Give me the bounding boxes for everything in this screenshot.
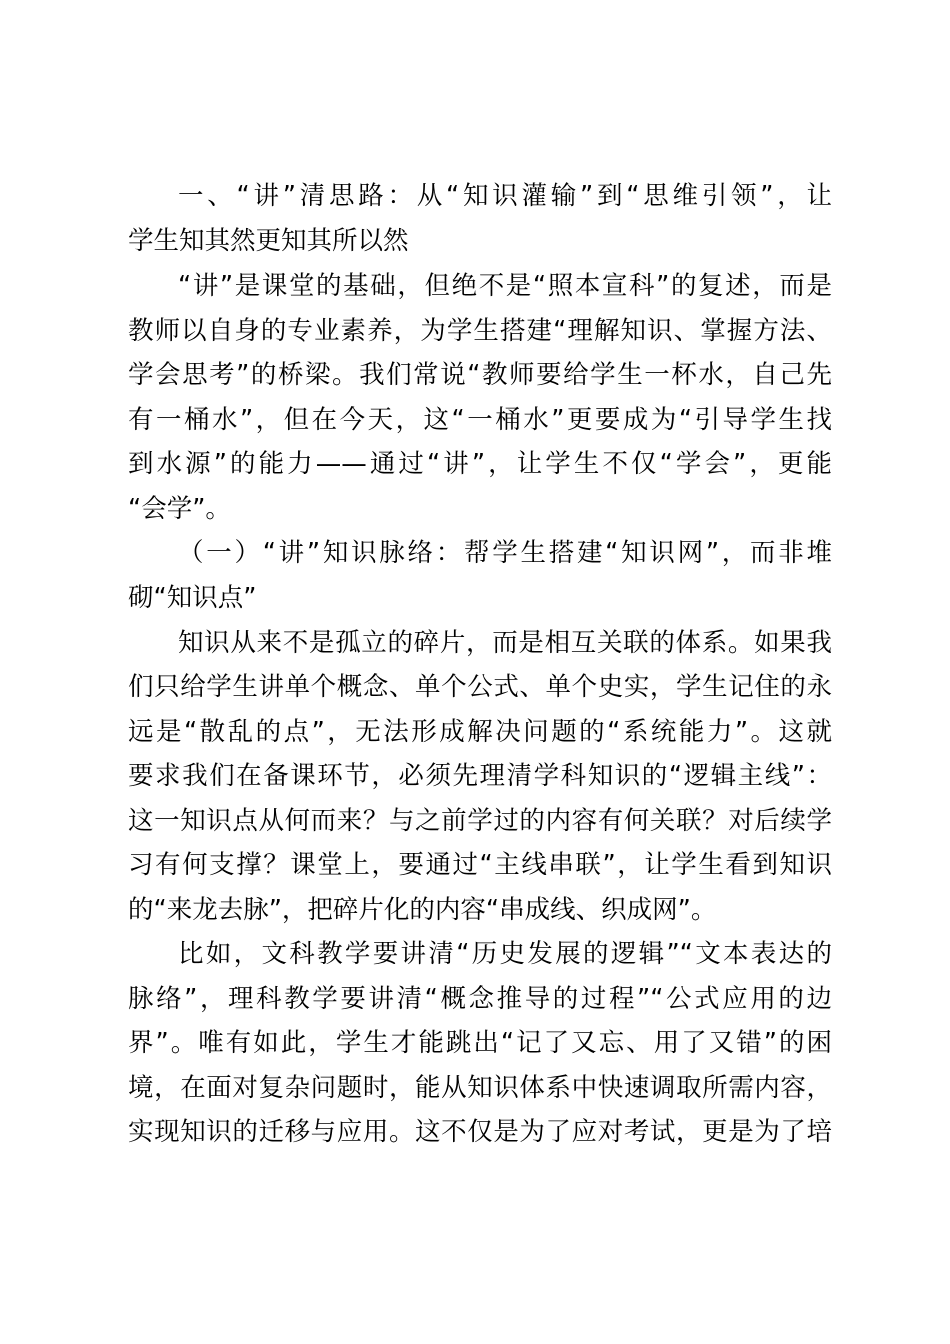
paragraph-line: “讲”是课堂的基础，但绝不是“照本宣科”的复述，而是 bbox=[178, 271, 832, 301]
paragraph-line: 到水源”的能力——通过“讲”，让学生不仅“学会”，更能 bbox=[128, 449, 832, 479]
subsection-heading-line: 砌“知识点” bbox=[128, 583, 257, 613]
paragraph-line: 这一知识点从何而来？与之前学过的内容有何关联？对后续学 bbox=[128, 806, 832, 836]
paragraph-line: “会学”。 bbox=[128, 494, 231, 524]
paragraph-line: 界”。唯有如此，学生才能跳出“记了又忘、用了又错”的困 bbox=[128, 1028, 832, 1058]
paragraph-line: 实现知识的迁移与应用。这不仅是为了应对考试，更是为了培 bbox=[128, 1117, 832, 1147]
section-heading-line: 学生知其然更知其所以然 bbox=[128, 226, 409, 256]
paragraph-line: 知识从来不是孤立的碎片，而是相互关联的体系。如果我 bbox=[178, 628, 832, 658]
paragraph-line: 境，在面对复杂问题时，能从知识体系中快速调取所需内容， bbox=[128, 1073, 832, 1103]
section-heading-line: 一、“讲”清思路：从“知识灌输”到“思维引领”，让 bbox=[178, 181, 832, 211]
paragraph-line: 要求我们在备课环节，必须先理清学科知识的“逻辑主线”： bbox=[128, 761, 832, 791]
paragraph-line: 有一桶水”，但在今天，这“一桶水”更要成为“引导学生找 bbox=[128, 405, 832, 435]
paragraph-line: 的“来龙去脉”，把碎片化的内容“串成线、织成网”。 bbox=[128, 895, 717, 925]
paragraph-line: 教师以自身的专业素养，为学生搭建“理解知识、掌握方法、 bbox=[128, 316, 832, 346]
paragraph-line: 比如，文科教学要讲清“历史发展的逻辑”“文本表达的 bbox=[178, 939, 832, 969]
paragraph-line: 习有何支撑？课堂上，要通过“主线串联”，让学生看到知识 bbox=[128, 850, 832, 880]
paragraph-line: 远是“散乱的点”，无法形成解决问题的“系统能力”。这就 bbox=[128, 717, 832, 747]
paragraph-line: 脉络”，理科教学要讲清“概念推导的过程”“公式应用的边 bbox=[128, 984, 832, 1014]
subsection-heading-line: （一）“讲”知识脉络：帮学生搭建“知识网”，而非堆 bbox=[178, 538, 832, 568]
paragraph-line: 们只给学生讲单个概念、单个公式、单个史实，学生记住的永 bbox=[128, 672, 832, 702]
paragraph-line: 学会思考”的桥梁。我们常说“教师要给学生一杯水，自己先 bbox=[128, 360, 832, 390]
